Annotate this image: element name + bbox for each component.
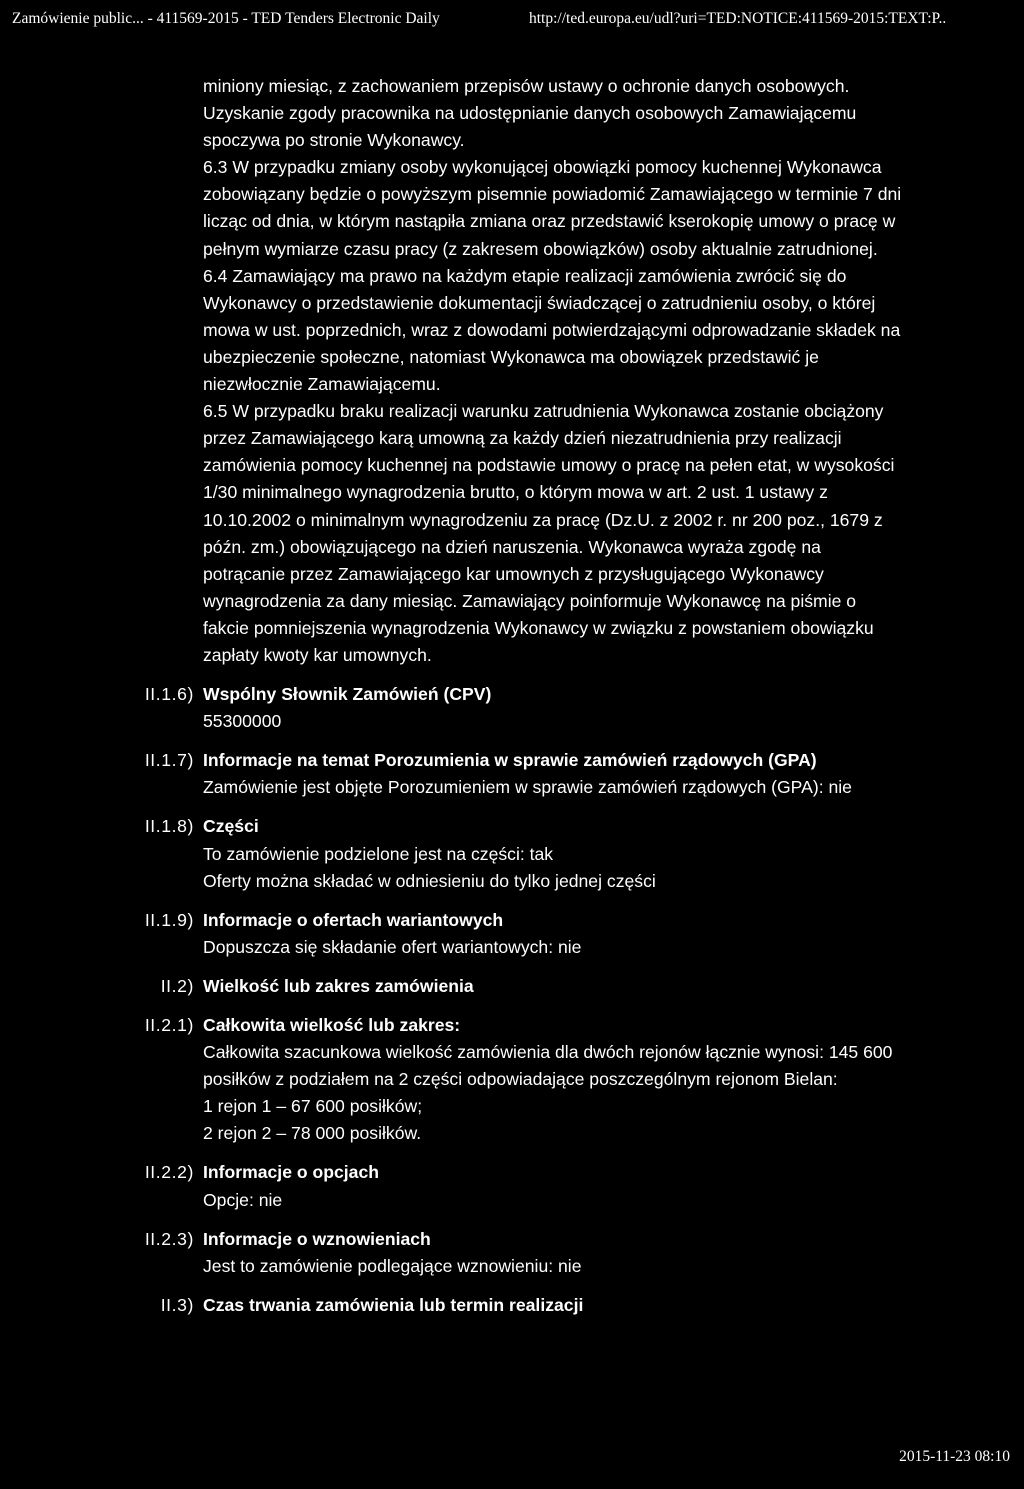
- section-text: 55300000: [203, 711, 282, 732]
- section-body: [203, 813, 903, 894]
- section-text: 1 rejon 1 – 67 600 posiłków;: [203, 1096, 423, 1117]
- section-body: [203, 907, 903, 961]
- section-text: Zamówienie jest objęte Porozumieniem w sprawie zamówień rządowych (GPA): nie: [203, 777, 852, 798]
- print-timestamp: 2015-11-23 08:10: [899, 1448, 1010, 1465]
- section-number: II.1.9): [144, 909, 194, 930]
- section-number: II.2.2): [144, 1162, 194, 1183]
- page-url: http://ted.europa.eu/udl?uri=TED:NOTICE:411569-2015:TEXT:P..: [529, 10, 947, 27]
- section-title: Wspólny Słownik Zamówień (CPV): [203, 684, 492, 705]
- section-text: 2 rejon 2 – 78 000 posiłków.: [203, 1123, 422, 1144]
- print-header: [0, 0, 1024, 34]
- section-number: II.3): [160, 1294, 194, 1315]
- section-title: Informacje o wznowieniach: [203, 1228, 431, 1249]
- section-entry: [0, 1012, 1024, 1147]
- section-title: Części: [203, 816, 259, 837]
- section-entry: [0, 1292, 1024, 1319]
- section-title: Wielkość lub zakres zamówienia: [203, 975, 474, 996]
- section-entry: [0, 747, 1024, 801]
- paragraph-6-4: 6.4 Zamawiający ma prawo na każdym etapie realizacji zamówienia zwrócić się do Wykonawcy o przedstawienie dokumentacji świadczącej o zatrudnieniu osoby, o której mowa w ust. poprzednich, wraz z dowodami potwierdzającymi odprowadzanie składek na ubezpieczenie społeczne, natomiast Wykonawca ma obowiązek przedstawić je niezwłocznie Zamawiającemu.: [203, 265, 901, 395]
- section-number: II.1.7): [144, 750, 194, 771]
- document-body: [0, 73, 1024, 1319]
- section-title: Czas trwania zamówienia lub termin realizacji: [203, 1294, 584, 1315]
- section-entry: [0, 681, 1024, 735]
- paragraph-6-3: 6.3 W przypadku zmiany osoby wykonującej obowiązki pomocy kuchennej Wykonawca zobowiązany będzie o powyższym pisemnie powiadomić Zamawiającego w terminie 7 dni licząc od dnia, w którym nastąpiła zmiana oraz przedstawić kserokopię umowy o pracę w pełnym wymiarze czasu pracy (z zakresem obowiązków) osoby aktualnie zatrudnionej.: [203, 157, 902, 259]
- section-number: II.1.6): [144, 684, 194, 705]
- page-title: Zamówienie public... - 411569-2015 - TED Tenders Electronic Daily: [12, 10, 440, 27]
- section-title: Całkowita wielkość lub zakres:: [203, 1015, 461, 1035]
- section-entry: [0, 907, 1024, 961]
- section-body: [203, 1226, 903, 1280]
- section-text: Jest to zamówienie podlegające wznowieniu: nie: [203, 1255, 582, 1276]
- section-entry: [0, 813, 1024, 894]
- section-text: To zamówienie podzielone jest na części: tak: [203, 843, 554, 864]
- section-body: [203, 747, 903, 801]
- section-body: [203, 1159, 903, 1213]
- section-entry: [0, 973, 1024, 1000]
- section-body: [203, 1292, 903, 1319]
- section-number: II.2): [160, 975, 194, 996]
- section-body: [203, 1012, 903, 1147]
- section-list: [0, 681, 1024, 1319]
- section-number: II.2.1): [144, 1015, 194, 1035]
- section-text: Opcje: nie: [203, 1189, 283, 1210]
- section-title: Informacje na temat Porozumienia w sprawie zamówień rządowych (GPA): [203, 750, 817, 771]
- paragraph-block: [203, 73, 903, 669]
- section-entry: [0, 1159, 1024, 1213]
- section-text: Oferty można składać w odniesieniu do tylko jednej części: [203, 870, 656, 891]
- section-body: [203, 681, 903, 735]
- section-body: [203, 973, 903, 1000]
- section-title: Informacje o opcjach: [203, 1162, 379, 1183]
- section-text: Dopuszcza się składanie ofert wariantowych: nie: [203, 936, 582, 957]
- section-title: Informacje o ofertach wariantowych: [203, 909, 504, 930]
- section-number: II.2.3): [144, 1228, 194, 1249]
- section-text: Całkowita szacunkowa wielkość zamówienia dla dwóch rejonów łącznie wynosi: 145 600 posiłków z podziałem na 2 części odpowiadające poszczególnym rejonom Bielan:: [203, 1042, 893, 1090]
- paragraph-6-5: 6.5 W przypadku braku realizacji warunku zatrudnienia Wykonawca zostanie obciążony przez Zamawiającego karą umowną za każdy dzień niezatrudnienia przy realizacji zamówienia pomocy kuchennej na podstawie umowy o pracę na pełen etat, w wysokości 1/30 minimalnego wynagrodzenia brutto, o którym mowa w art. 2 ust. 1 ustawy z 10.10.2002 o minimalnym wynagrodzeniu za pracę (Dz.U. z 2002 r. nr 200 poz., 1679 z późn. zm.) obowiązującego na dzień naruszenia. Wykonawca wyraża zgodę na potrącanie przez Zamawiającego kar umownych z przysługującego Wykonawcy wynagrodzenia za dany miesiąc. Zamawiający poinformuje Wykonawcę na piśmie o fakcie pomniejszenia wynagrodzenia Wykonawcy w związku z powstaniem obowiązku zapłaty kwoty kar umownych.: [203, 401, 895, 665]
- section-entry: [0, 1226, 1024, 1280]
- paragraph-continued: miniony miesiąc, z zachowaniem przepisów ustawy o ochronie danych osobowych. Uzyskanie zgody pracownika na udostępnianie danych osobowych Zamawiającemu spoczywa po stronie Wykonawcy.: [203, 76, 857, 151]
- section-number: II.1.8): [144, 816, 194, 837]
